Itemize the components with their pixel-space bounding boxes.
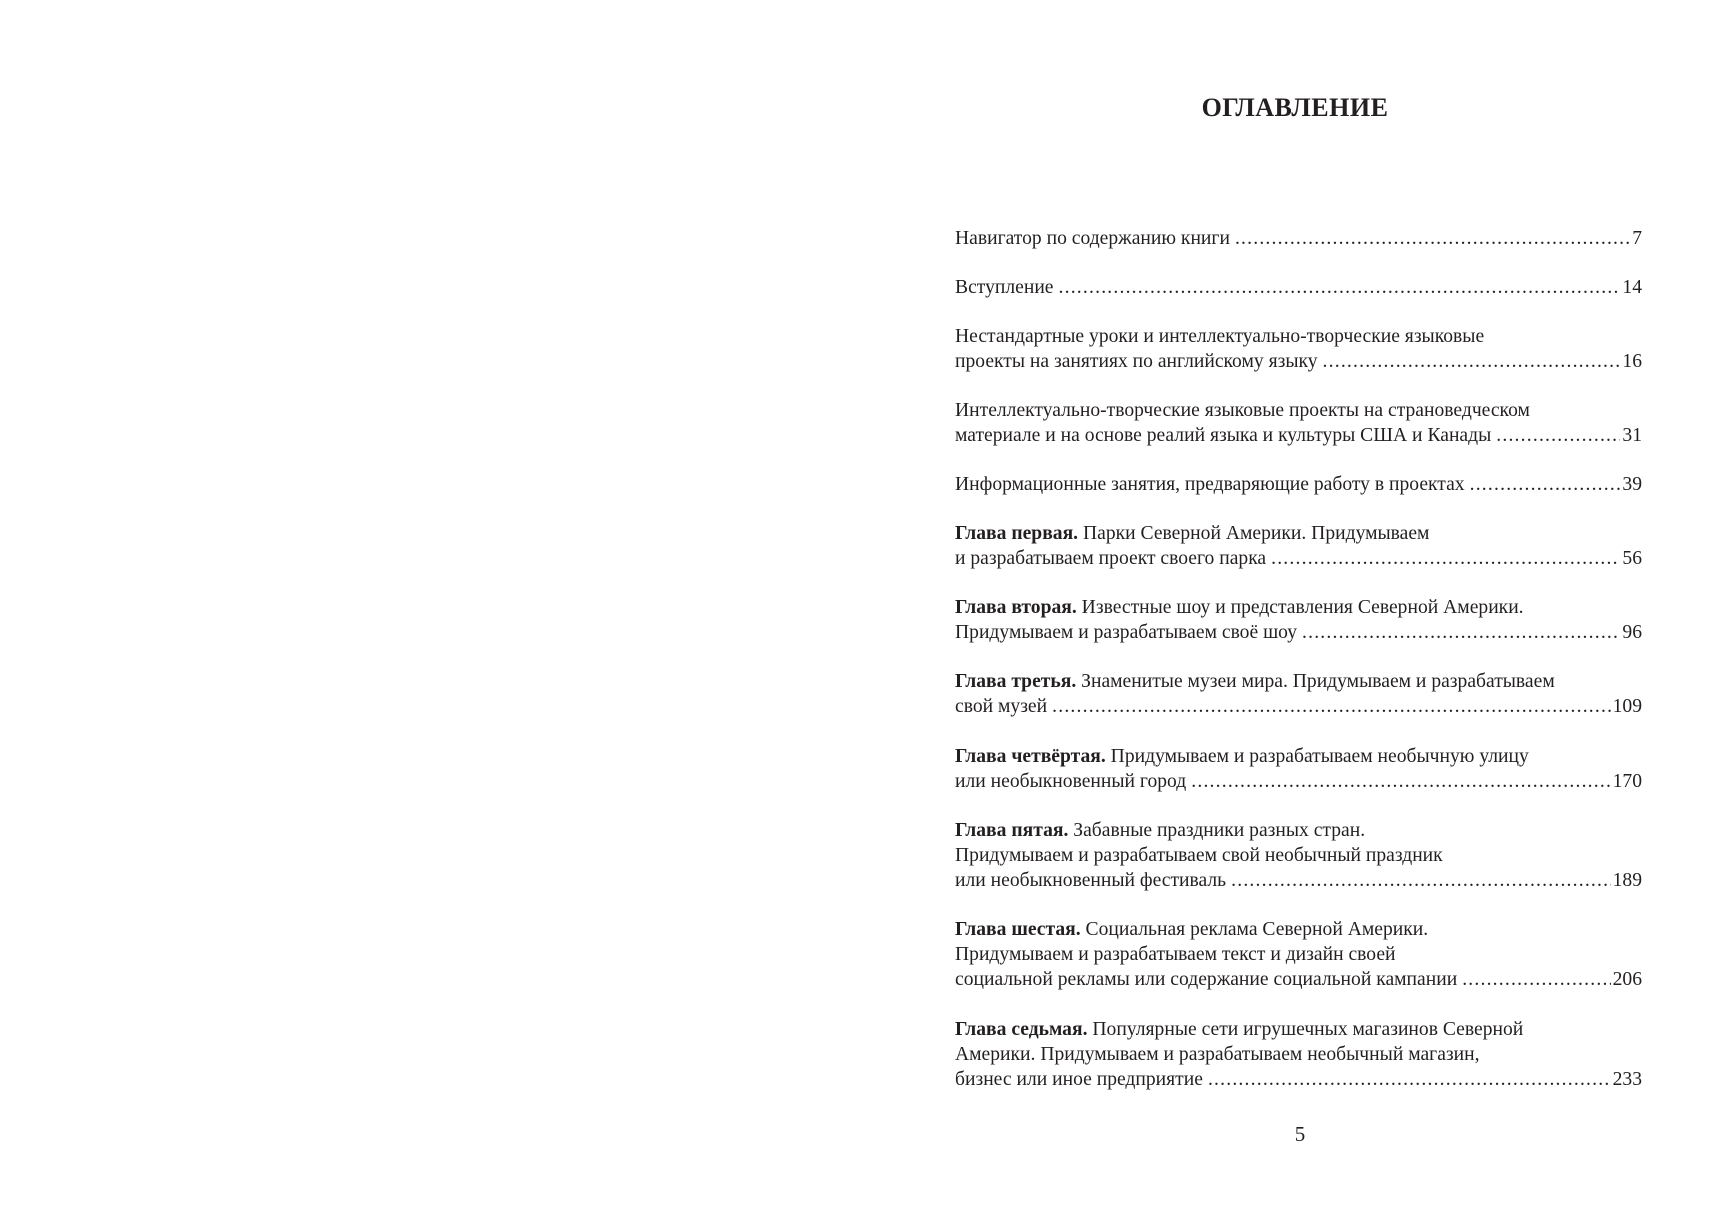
dot-leader	[1231, 868, 1610, 893]
toc-entry-text: бизнес или иное предприятие	[955, 1069, 1203, 1090]
chapter-title-text: Знаменитые музеи мира. Придумываем и разрабатываем	[1076, 671, 1555, 692]
toc-entry-page: 16	[1622, 351, 1642, 372]
toc-entry-chapter-1[interactable]	[955, 521, 1642, 571]
toc-entry-text: материале и на основе реалий языка и культуры США и Канады	[955, 425, 1492, 446]
page-number: 5	[1294, 1122, 1306, 1146]
toc-entry-line: Нестандартные уроки и интеллектуально-творческие языковые	[955, 326, 1485, 347]
chapter-label: Глава четвёртая.	[955, 746, 1106, 767]
dot-leader	[1052, 694, 1610, 719]
toc-entry-page: 233	[1612, 1069, 1642, 1090]
dot-leader	[1271, 546, 1620, 571]
dot-leader	[1462, 967, 1610, 992]
toc-entry-last-line	[955, 349, 1642, 374]
toc-entry-text: свой музей	[955, 696, 1048, 717]
toc-entry-page: 109	[1612, 696, 1642, 717]
dot-leader	[1235, 226, 1630, 251]
chapter-label: Глава вторая.	[955, 597, 1077, 618]
toc-entry-text: и разрабатываем проект своего парка	[955, 548, 1267, 569]
toc-entry[interactable]	[955, 472, 1642, 497]
toc-entry-chapter-2[interactable]	[955, 595, 1642, 645]
toc-entry-last-line	[955, 769, 1642, 794]
dot-leader	[1496, 423, 1620, 448]
toc-entry-page: 170	[1612, 771, 1642, 792]
toc-entry-last-line	[955, 967, 1642, 992]
toc-entry[interactable]	[955, 226, 1642, 251]
dot-leader	[1302, 620, 1620, 645]
toc-entry-page: 39	[1622, 474, 1642, 495]
toc-entry-page: 14	[1622, 277, 1642, 298]
toc-entry-last-line	[955, 275, 1642, 300]
dot-leader	[1059, 275, 1621, 300]
chapter-title-text: Забавные праздники разных стран.	[1068, 820, 1366, 841]
chapter-label: Глава первая.	[955, 523, 1079, 544]
chapter-label: Глава шестая.	[955, 919, 1081, 940]
toc-entry-line	[955, 818, 1642, 843]
toc-entry-line: Америки. Придумываем и разрабатываем необычный магазин,	[955, 1044, 1480, 1065]
chapter-title-text: Придумываем и разрабатываем необычную улицу	[1105, 746, 1529, 767]
toc-entry-text: Вступление	[955, 277, 1054, 298]
toc-entry[interactable]	[955, 324, 1642, 374]
toc-entry-line	[955, 744, 1642, 769]
toc-entry-last-line	[955, 868, 1642, 893]
toc-entry-chapter-4[interactable]	[955, 744, 1642, 794]
toc-entry-text: Информационные занятия, предваряющие работу в проектах	[955, 474, 1465, 495]
dot-leader	[1208, 1067, 1611, 1092]
chapter-title-text: Социальная реклама Северной Америки.	[1080, 919, 1429, 940]
toc-entry-line	[955, 521, 1642, 546]
toc-entry-line: Придумываем и разрабатываем свой необычный праздник	[955, 845, 1443, 866]
chapter-title-text: Парки Северной Америки. Придумываем	[1078, 523, 1430, 544]
chapter-label: Глава пятая.	[955, 820, 1069, 841]
toc-entry-line	[955, 1017, 1642, 1042]
toc-entry-chapter-3[interactable]	[955, 669, 1642, 719]
toc-entry-line	[955, 917, 1642, 942]
toc-entry-line	[955, 669, 1642, 694]
toc-entry-text: проекты на занятиях по английскому языку	[955, 351, 1318, 372]
toc-entry-last-line	[955, 1067, 1642, 1092]
toc-entry-page: 7	[1632, 228, 1642, 249]
toc-entry-last-line	[955, 546, 1642, 571]
toc-entry-last-line	[955, 472, 1642, 497]
toc-entry-page: 189	[1612, 870, 1642, 891]
chapter-title-text: Популярные сети игрушечных магазинов Северной	[1087, 1019, 1524, 1040]
dot-leader	[1191, 769, 1610, 794]
toc-entry-chapter-6[interactable]	[955, 917, 1642, 992]
left-page-blank	[0, 0, 856, 1211]
chapter-label: Глава третья.	[955, 671, 1077, 692]
toc-entry-text: социальной рекламы или содержание социальной кампании	[955, 969, 1458, 990]
toc-entry-page: 96	[1622, 622, 1642, 643]
toc-entry-page: 56	[1622, 548, 1642, 569]
toc-entry-line: Интеллектуально-творческие языковые проекты на страноведческом	[955, 400, 1530, 421]
toc-entry-last-line	[955, 423, 1642, 448]
toc-entry-text: или необыкновенный город	[955, 771, 1187, 792]
chapter-title-text: Известные шоу и представления Северной Америки.	[1076, 597, 1524, 618]
toc-entry[interactable]	[955, 275, 1642, 300]
dot-leader	[1470, 472, 1621, 497]
toc-entry-last-line	[955, 226, 1642, 251]
toc-entry-line: Придумываем и разрабатываем текст и дизайн своей	[955, 944, 1396, 965]
toc-entry-text: или необыкновенный фестиваль	[955, 870, 1227, 891]
toc-entry-line	[955, 595, 1642, 620]
toc-entry-last-line	[955, 694, 1642, 719]
toc-entry-page: 206	[1612, 969, 1642, 990]
dot-leader	[1323, 349, 1621, 374]
toc-entry[interactable]	[955, 398, 1642, 448]
toc-entry-text: Придумываем и разрабатываем своё шоу	[955, 622, 1298, 643]
toc-entry-page: 31	[1622, 425, 1642, 446]
toc-entry-chapter-7[interactable]	[955, 1017, 1642, 1092]
toc-entry-last-line	[955, 620, 1642, 645]
page-title: ОГЛАВЛЕНИЕ	[1201, 93, 1389, 122]
toc-entry-text: Навигатор по содержанию книги	[955, 228, 1230, 249]
toc-entry-chapter-5[interactable]	[955, 818, 1642, 893]
chapter-label: Глава седьмая.	[955, 1019, 1088, 1040]
